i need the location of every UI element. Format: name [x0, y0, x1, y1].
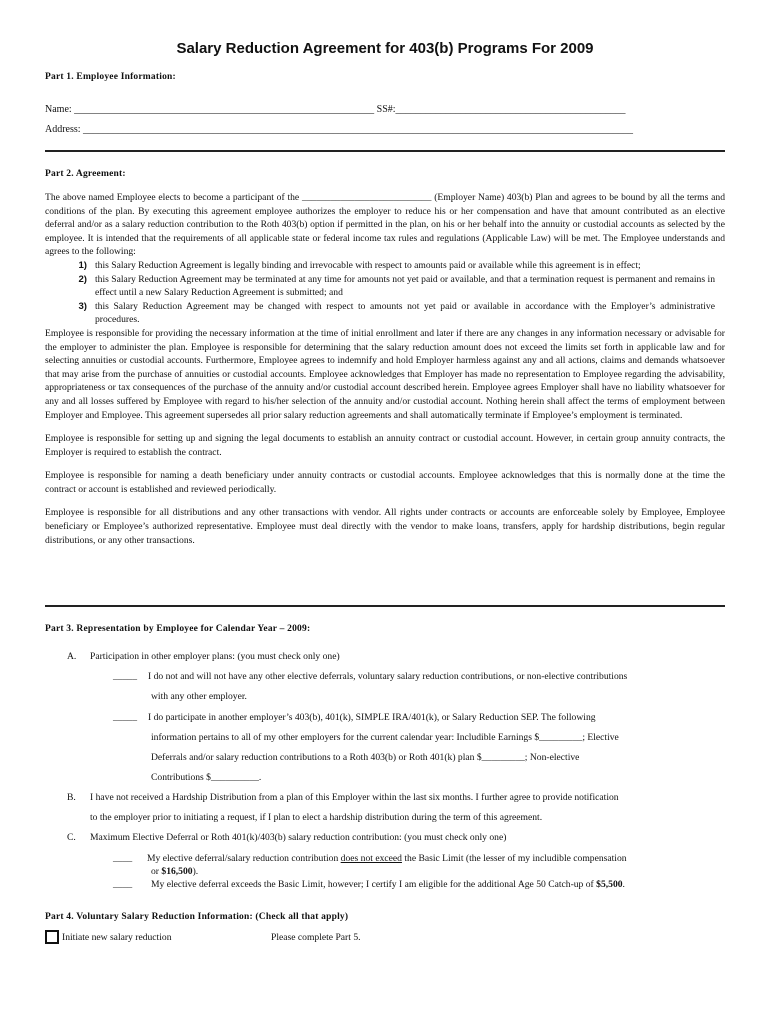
responsibility-paragraph: Employee is responsible for providing the necessary information at the time of initial enrollment and later if there are any changes in any information necessary or advisable for the employer to administer the plan. Employee is responsible for determining that the salary reduction amount does not exceed the limits set forth in applicable law and for selecting annuities or custodial accounts. Furthermore, Employee agrees to indemnify and hold Employer harmless against any and all actions, claims and demands whatsoever that may arise from the purchase of annuities or custodial accounts. Employee acknowledges that Employer has made no representation to Employee regarding the advisability, appropriateness or tax consequences of the purchase of the annuity and/or custodial account described herein. Employee agrees Employer shall have no liability whatsoever for any and all losses suffered by Employee with regard to his/her selection of the annuity and/or custodial account. Nothing herein shall affect the terms of employment between Employer and Employee. This agreement supersedes all prior salary reduction agreements and shall automatically terminate if Employee’s employment is terminated. — [45, 327, 725, 421]
c1-line2-pre: or — [151, 866, 162, 877]
basic-limit-amount: $16,500 — [161, 866, 193, 877]
list-item-number: 1) — [78, 259, 87, 271]
part4-heading: Part 4. Voluntary Salary Reduction Information: (Check all that apply) — [45, 912, 349, 922]
list-item — [45, 273, 725, 300]
list-item-number: 2) — [78, 273, 87, 285]
c2-text — [151, 879, 625, 890]
item-c-text: Maximum Elective Deferral or Roth 401(k)/403(b) salary reduction contribution: (you must check only one) — [90, 832, 507, 843]
initiate-label: Initiate new salary reduction — [62, 932, 172, 943]
part2-heading: Part 2. Agreement: — [45, 169, 126, 179]
item-b-text-cont: to the employer prior to initiating a request, if I plan to elect a hardship distribution during the term of this agreement. — [90, 812, 543, 823]
part1-heading: Part 1. Employee Information: — [45, 72, 176, 82]
list-item — [45, 300, 725, 327]
initiate-note: Please complete Part 5. — [271, 932, 361, 943]
distributions-paragraph: Employee is responsible for all distributions and any other transactions with vendor. All rights under contracts or accounts are enforceable solely by Employee, Employee beneficiary or Employee’s authorized representative. Employee must deal directly with the vendor to make loans, transfers, apply for hardship distributions, begin regular distributions, or any other transactions. — [45, 507, 725, 546]
address-field[interactable]: Address: ______________________________________________________________________________________________________________ — [45, 124, 634, 135]
c1-text-cont — [151, 866, 198, 877]
c1-line2-post: ). — [192, 866, 199, 877]
a1-text: I do not and will not have any other elective deferrals, voluntary salary reduction contributions, or non-elective contributions — [148, 671, 628, 682]
item-b-text: I have not received a Hardship Distribution from a plan of this Employer within the last six months. I further agree to provide notification — [90, 792, 619, 803]
catch-up-amount: $5,500 — [596, 879, 623, 890]
agreement-terms-list — [45, 259, 725, 327]
document-title: Salary Reduction Agreement for 403(b) Programs For 2009 — [176, 40, 594, 57]
section-divider — [45, 605, 725, 607]
a2-text: I do participate in another employer’s 403(b), 401(k), SIMPLE IRA/401(k), or Salary Reduction SEP. The following — [148, 712, 596, 723]
a1-checkbox-blank[interactable]: _____ — [113, 671, 137, 682]
list-item-number: 3) — [78, 300, 87, 312]
c2-text-body: My elective deferral exceeds the Basic Limit, however; I certify I am eligible for the additional Age 50 Catch-up of — [151, 879, 597, 890]
agreement-body — [45, 191, 725, 547]
c2-text-end: . — [622, 879, 625, 890]
section-divider — [45, 150, 725, 152]
list-item-text: this Salary Reduction Agreement is legally binding and irrevocable with respect to amounts paid or available while this agreement is in effect; — [95, 259, 641, 271]
c1-text-post: the Basic Limit (the lesser of my includible compensation — [401, 853, 627, 864]
part3-heading: Part 3. Representation by Employee for Calendar Year – 2009: — [45, 624, 311, 634]
a2-text-cont: Contributions $__________. — [151, 772, 262, 783]
initiate-checkbox[interactable] — [45, 930, 59, 944]
agreement-intro: The above named Employee elects to become a participant of the ___________________________ (Employer Name) 403(b) Plan and agrees to be bound by all the terms and conditions of the plan. By executing this agreement employee authorizes the employer to reduce his or her compensation and have that amount contributed as an elective deferral and/or as a salary reduction contribution to the Roth 403(b) option if permitted in the plan, on his or her behalf into the annuity or custodial accounts as selected by the employee. It is intended that the requirements of all applicable state or federal income tax rules and regulations (Applicable Law) will be met. The Employee understands and agrees to the following: — [45, 192, 725, 258]
list-item-text: this Salary Reduction Agreement may be changed with respect to amounts not yet paid or available in accordance with the Employer’s administrative procedures. — [95, 300, 715, 326]
setup-paragraph: Employee is responsible for setting up and signing the legal documents to establish an annuity contract or custodial account. However, in certain group annuity contracts, the Employer is required to establish the contract. — [45, 433, 725, 458]
c1-text-pre: My elective deferral/salary reduction contribution — [147, 853, 341, 864]
c1-checkbox-blank[interactable]: ____ — [113, 853, 133, 864]
c1-text — [147, 853, 627, 864]
a2-text-cont: Deferrals and/or salary reduction contributions to a Roth 403(b) or Roth 401(k) plan $_________; Non-elective — [151, 752, 580, 763]
list-item-text: this Salary Reduction Agreement may be terminated at any time for amounts not yet paid or available, and that a termination request is permanent and remains in effect until a new Salary Reduction Agreement is submitted; and — [95, 273, 715, 299]
a2-checkbox-blank[interactable]: _____ — [113, 712, 137, 723]
item-a-text: Participation in other employer plans: (you must check only one) — [90, 651, 340, 662]
beneficiary-paragraph: Employee is responsible for naming a death beneficiary under annuity contracts or custodial accounts. Employee acknowledges that this is normally done at the time the contract or account is established and reviewed periodically. — [45, 470, 725, 495]
list-item — [45, 259, 725, 273]
item-a-label: A. — [67, 651, 77, 662]
c1-text-emphasis: does not exceed — [340, 853, 402, 864]
name-ssn-field[interactable]: Name: ____________________________________________________________ SS#:______________________________________________ — [45, 104, 626, 115]
item-b-label: B. — [67, 792, 76, 803]
a1-text-cont: with any other employer. — [151, 691, 247, 702]
item-c-label: C. — [67, 832, 76, 843]
a2-text-cont: information pertains to all of my other employers for the current calendar year: Includible Earnings $_________; Elective — [151, 732, 619, 743]
c2-checkbox-blank[interactable]: ____ — [113, 879, 133, 890]
